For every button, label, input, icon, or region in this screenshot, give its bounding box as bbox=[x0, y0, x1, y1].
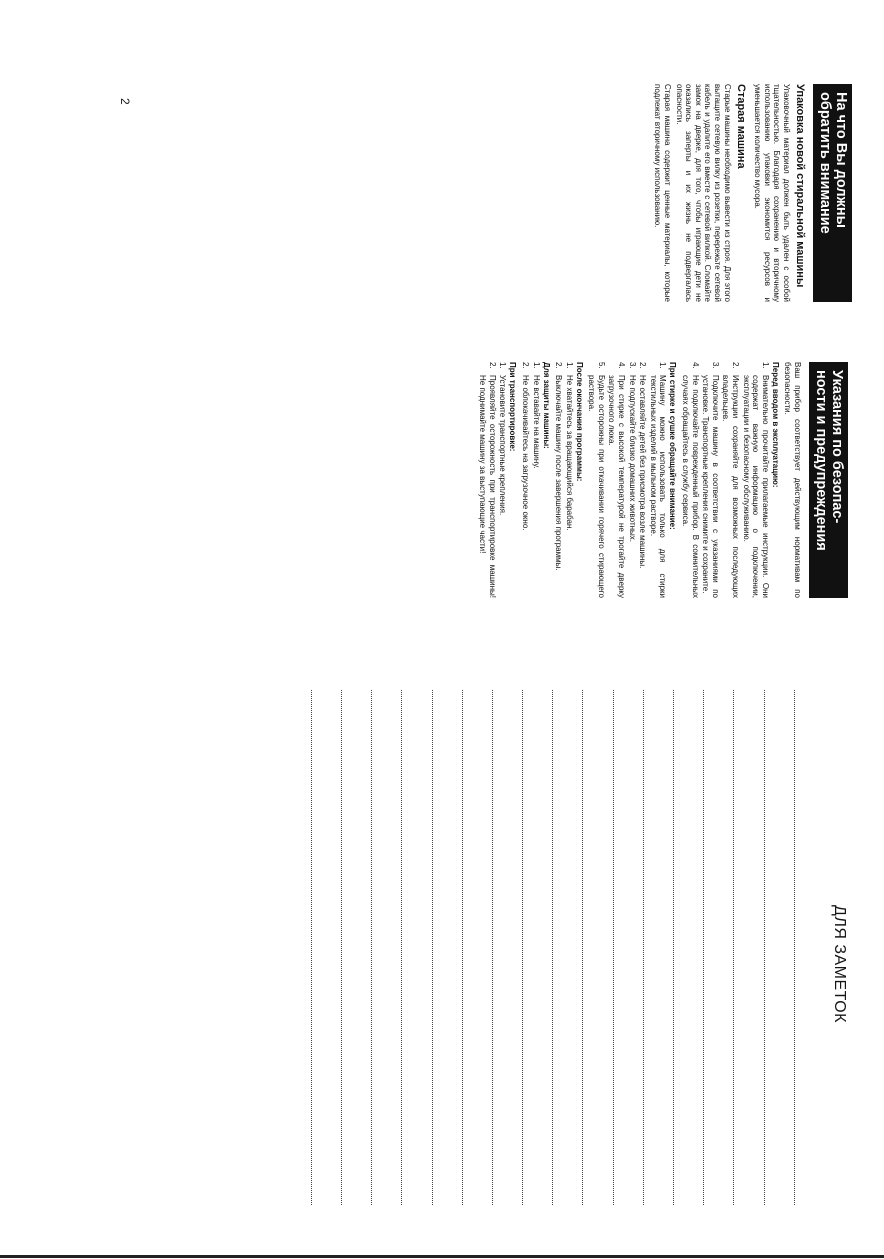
notes-line bbox=[522, 690, 552, 1205]
old-machine-heading: Старая машина bbox=[734, 84, 747, 169]
list-item: 2. Выключайте машину после завершения программы. bbox=[554, 362, 564, 571]
list-item: 3. Не подпускайте близко домашних животных. bbox=[627, 362, 637, 542]
notes-line bbox=[583, 690, 613, 1205]
list-item: 2. Не облокачивайтесь на загрузочное окно. bbox=[520, 362, 530, 531]
notes-line bbox=[703, 690, 733, 1205]
notes-line bbox=[733, 690, 763, 1205]
notes-line bbox=[371, 690, 401, 1205]
after-program-list bbox=[554, 362, 574, 598]
list-item: 5. Будьте осторожны при откачивании горячего стирающего раствора. bbox=[587, 362, 606, 598]
list-item: 3. Подключите машину в соответствии с указаниями по установке. Транспортные крепления снимите и сохраните. bbox=[701, 362, 720, 598]
old-machine-recycle-text: Старая машина содержит ценные материалы, которые подлежат вторичному использованию. bbox=[653, 84, 673, 302]
notes-line bbox=[643, 690, 673, 1205]
notes-line bbox=[401, 690, 431, 1205]
old-machine-text: Старые машины необходимо вывести из строя. Для этого вытащите сетевую вилку из розетки, перережьте сетевой кабель и удалите его вместе с сетевой вилкой. Сломайте замок на дверке, для того, чтобы играющие дети не оказались заперты и их жизнь не подвергалась опасности. bbox=[674, 84, 732, 302]
list-item: 1. Не вставайте на машину. bbox=[531, 362, 541, 469]
list-item: 2. Проявляйте осторожность при транспортировке машины! Не поднимайте машину за выступающие части! bbox=[478, 362, 497, 598]
washing-heading: При стирке и сушке обращайте внимание: bbox=[668, 362, 678, 530]
page-number: 2 bbox=[118, 98, 132, 105]
notes-dotted-lines bbox=[311, 690, 824, 1205]
before-use-list bbox=[680, 362, 769, 598]
safety-banner bbox=[809, 362, 848, 598]
packaging-heading: Упаковка новой стиральной машины bbox=[794, 84, 806, 288]
list-item: 1. Машину можно использовать только для стирки текстильных изделий в мыльном растворе. bbox=[648, 362, 668, 598]
notes-line bbox=[462, 690, 492, 1205]
notes-line bbox=[432, 690, 462, 1205]
list-item: 1. Внимательно прочитайте прилагаемые инструкции. Они содержат важную информацию о подключении, эксплуатации и безопасному обслуживанию. bbox=[741, 362, 770, 598]
banner-line: Указания по безопас- bbox=[829, 370, 845, 524]
transport-list bbox=[478, 362, 508, 598]
list-item: 4. Не подключайте поврежденный прибор. В сомнительных случаях обращайтесь в службу сервиса. bbox=[681, 362, 700, 598]
protection-list bbox=[520, 362, 540, 598]
notes-line bbox=[492, 690, 522, 1205]
banner-line: На что Вы должны bbox=[833, 92, 849, 228]
list-item: 1. Не хватайтесь за вращающийся барабан. bbox=[564, 362, 574, 531]
attention-banner bbox=[813, 84, 852, 302]
notes-line bbox=[552, 690, 582, 1205]
after-program-heading: После окончания программы: bbox=[574, 362, 584, 482]
safety-intro: Ваш прибор соответствует действующим нормативам по безопасности. bbox=[783, 362, 802, 598]
safety-column bbox=[476, 362, 848, 598]
list-item: 4. При стирке с высокой температурой не трогайте дверку загрузочного люка. bbox=[607, 362, 627, 598]
notes-line bbox=[613, 690, 643, 1205]
notes-line bbox=[311, 690, 341, 1205]
notes-line bbox=[341, 690, 371, 1205]
protection-heading: Для защиты машины: bbox=[541, 362, 551, 449]
before-use-heading: Перед вводом в эксплуатацию: bbox=[770, 362, 780, 488]
notes-line bbox=[764, 690, 794, 1205]
banner-line: обратить внимание bbox=[817, 92, 833, 234]
scan-edge-line bbox=[0, 1255, 884, 1258]
list-item: 2. Инструкции сохраняйте для возможных последующих владельцев. bbox=[721, 362, 741, 598]
notes-title: ДЛЯ ЗАМЕТОК bbox=[831, 905, 848, 1023]
list-item: 1. Установите транспортные крепления. bbox=[498, 362, 508, 516]
attention-column bbox=[651, 84, 852, 302]
banner-line: ности и предупреждения bbox=[813, 370, 829, 551]
transport-heading: При транспортировке: bbox=[508, 362, 518, 452]
list-item: 2. Не оставляйте детей без присмотра возле машины. bbox=[638, 362, 648, 569]
notes-line bbox=[794, 690, 824, 1205]
notes-line bbox=[673, 690, 703, 1205]
packaging-text: Упаковочный материал должен быть удален с особой тщательностью. Благодаря сохранению и вторичному использованию упаковки экономится ресурсов и уменьшается количество мусора. bbox=[753, 84, 791, 302]
washing-list bbox=[587, 362, 668, 598]
